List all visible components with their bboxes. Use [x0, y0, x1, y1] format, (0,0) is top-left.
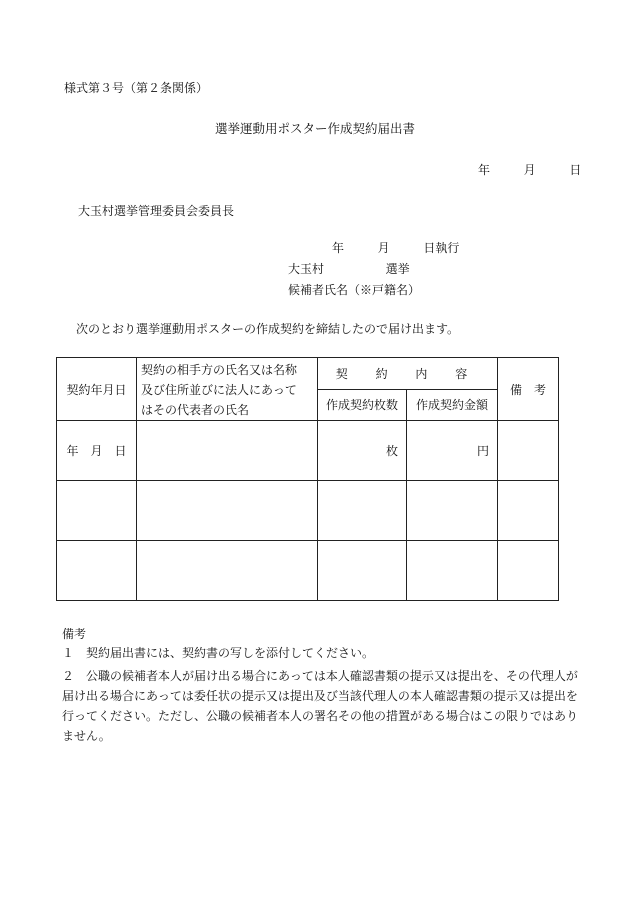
contract-table [56, 357, 559, 601]
row-amount-cell[interactable]: 円 [407, 421, 498, 481]
table-row [57, 541, 559, 601]
header-poster-count: 作成契約枚数 [318, 389, 407, 421]
header-party-line3: はその代表者の氏名 [141, 403, 250, 417]
row-party-cell[interactable] [137, 481, 318, 541]
table-row [57, 421, 559, 481]
note-item-2: ２ 公職の候補者本人が届け出る場合にあっては本人確認書類の提示又は提出を、その代理人が届け出る場合にあっては委任状の提示又は提出及び当該代理人の本人確認書類の提示又は提出を行ってください。ただし、公職の候補者本人の署名その他の措置がある場合はこの限りではありません。 [62, 669, 579, 743]
submission-date [478, 162, 581, 178]
note-item-1: １ 契約届出書には、契約書の写しを添付してください。 [62, 646, 375, 660]
row-date-cell[interactable] [57, 481, 137, 541]
election-word: 選挙 [385, 262, 410, 276]
exec-year: 年 [332, 241, 345, 255]
header-party-line2: 及び住所並びに法人にあって [141, 383, 297, 397]
exec-month: 月 [377, 241, 390, 255]
header-contract-date: 契約年月日 [57, 358, 137, 421]
election-name [288, 261, 410, 277]
row-count-cell[interactable] [318, 541, 407, 601]
row-remarks-cell[interactable] [498, 541, 559, 601]
header-remarks: 備 考 [498, 358, 559, 421]
header-party-line1: 契約の相手方の氏名又は名称 [141, 363, 298, 377]
intro-statement: 次のとおり選挙運動用ポスターの作成契約を締結したので届け出ます。 [76, 322, 460, 336]
notes-heading: 備考 [62, 627, 87, 641]
header-contract-content: 契 約 内 容 [318, 358, 498, 390]
row-remarks-cell[interactable] [498, 421, 559, 481]
row-date-cell[interactable]: 年 月 日 [57, 421, 137, 481]
candidate-name-label: 候補者氏名（※戸籍名） [288, 283, 421, 297]
exec-day: 日執行 [423, 241, 460, 255]
row-party-cell[interactable] [137, 421, 318, 481]
row-count-cell[interactable] [318, 481, 407, 541]
row-count-cell[interactable]: 枚 [318, 421, 407, 481]
election-date [332, 240, 459, 256]
row-amount-cell[interactable] [407, 541, 498, 601]
date-year: 年 [478, 163, 491, 177]
village-name: 大玉村 [288, 262, 325, 276]
addressee: 大玉村選挙管理委員会委員長 [78, 204, 235, 218]
row-party-cell[interactable] [137, 541, 318, 601]
date-day: 日 [569, 163, 582, 177]
form-number: 様式第３号（第２条関係） [64, 81, 209, 95]
header-contract-amount: 作成契約金額 [407, 389, 498, 421]
document-title: 選挙運動用ポスター作成契約届出書 [214, 121, 415, 136]
table-row [57, 481, 559, 541]
row-amount-cell[interactable] [407, 481, 498, 541]
date-month: 月 [523, 163, 536, 177]
header-contract-party [137, 358, 318, 421]
row-remarks-cell[interactable] [498, 481, 559, 541]
row-date-cell[interactable] [57, 541, 137, 601]
